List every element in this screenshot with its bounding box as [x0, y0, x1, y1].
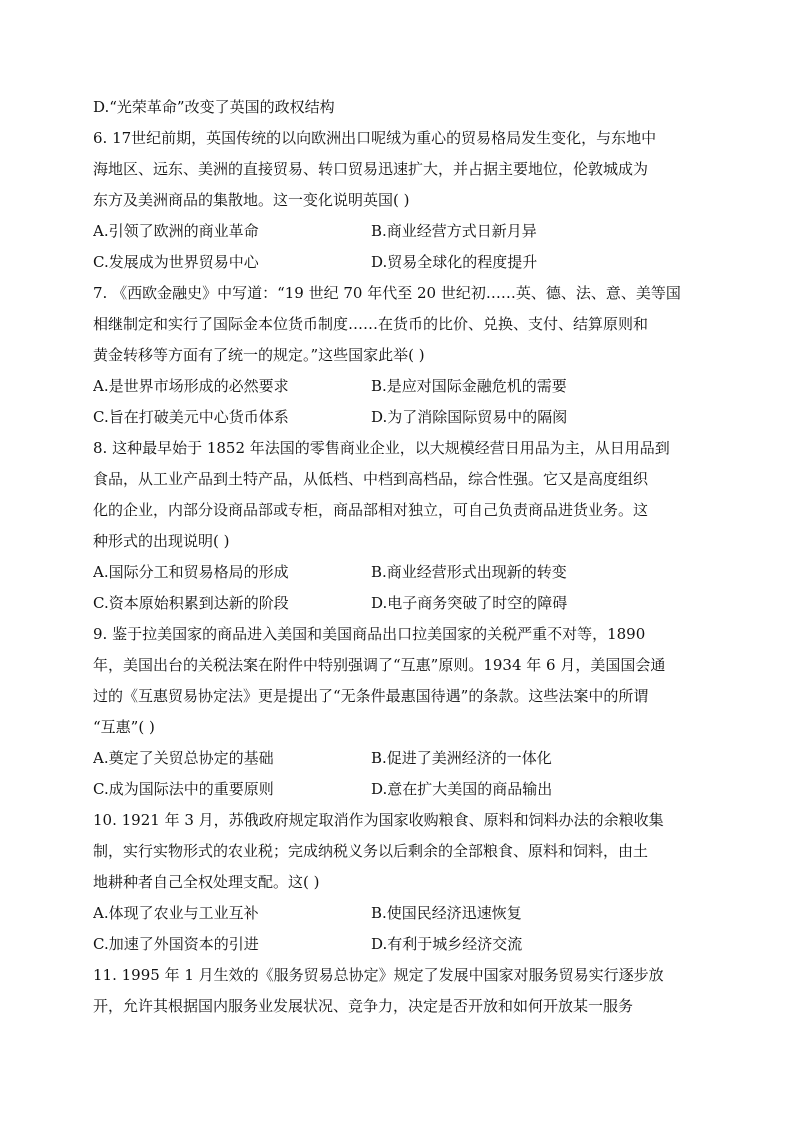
q5-option-d: D.“光荣革命”改变了英国的政权结构: [93, 98, 335, 116]
q9-option-c: C.成为国际法中的重要原则: [93, 780, 274, 798]
q6-option-d: D.贸易全球化的程度提升: [371, 253, 538, 271]
q9-stem-line: 9. 鉴于拉美国家的商品进入美国和美国商品出口拉美国家的关税严重不对等，1890: [93, 625, 646, 643]
question-10: [93, 805, 703, 960]
q8-option-a: A.国际分工和贸易格局的形成: [93, 563, 289, 581]
question-7: [93, 278, 703, 433]
q8-option-b: B.商业经营形式出现新的转变: [371, 563, 567, 581]
q7-stem-line: 相继制定和实行了国际金本位货币制度……在货币的比价、兑换、支付、结算原则和: [93, 315, 649, 333]
q9-option-d: D.意在扩大美国的商品输出: [371, 780, 553, 798]
q10-stem-line: 制，实行实物形式的农业税；完成纳税义务以后剩余的全部粮食、原料和饲料，由土: [93, 842, 649, 860]
q8-options-row: [93, 557, 703, 588]
q10-stem-line: 10. 1921 年 3 月，苏俄政府规定取消作为国家收购粮食、原料和饲料办法的余粮收集: [93, 811, 664, 829]
question-11: [93, 960, 703, 1022]
q9-options-row: [93, 774, 703, 805]
q7-stem-line: 黄金转移等方面有了统一的规定。”这些国家此举( ): [93, 346, 425, 364]
q6-option-c: C.发展成为世界贸易中心: [93, 253, 259, 271]
question-6: [93, 123, 703, 278]
question-8: [93, 433, 703, 619]
q11-stem-line: 开，允许其根据国内服务业发展状况、竞争力，决定是否开放和如何开放某一服务: [93, 997, 634, 1015]
q11-stem-line: 11. 1995 年 1 月生效的《服务贸易总协定》规定了发展中国家对服务贸易实行逐步放: [93, 966, 664, 984]
q8-stem-line: 种形式的出现说明( ): [93, 532, 230, 550]
q10-option-a: A.体现了农业与工业互补: [93, 904, 259, 922]
q8-option-c: C.资本原始积累到达新的阶段: [93, 594, 289, 612]
q9-stem-line: “互惠”( ): [93, 718, 155, 736]
q8-stem-line: 食品，从工业产品到土特产品，从低档、中档到高档品，综合性强。它又是高度组织: [93, 470, 649, 488]
q6-stem-line: 6. 17世纪前期，英国传统的以向欧洲出口呢绒为重心的贸易格局发生变化，与东地中: [93, 129, 657, 147]
q9-option-b: B.促进了美洲经济的一体化: [371, 749, 552, 767]
q7-options-row: [93, 402, 703, 433]
q8-options-row: [93, 588, 703, 619]
q7-stem-line: 7. 《西欧金融史》中写道：“19 世纪 70 年代至 20 世纪初……英、德、法、意、美等国: [93, 284, 681, 302]
q9-option-a: A.奠定了关贸总协定的基础: [93, 749, 274, 767]
q6-stem-line: 海地区、远东、美洲的直接贸易、转口贸易迅速扩大，并占据主要地位，伦敦城成为: [93, 160, 649, 178]
exam-page: [93, 92, 703, 1022]
q7-option-b: B.是应对国际金融危机的需要: [371, 377, 567, 395]
q10-options-row: [93, 929, 703, 960]
q8-option-d: D.电子商务突破了时空的障碍: [371, 594, 568, 612]
q6-options-row: [93, 216, 703, 247]
q7-options-row: [93, 371, 703, 402]
q8-stem-line: 8. 这种最早始于 1852 年法国的零售商业企业，以大规模经营日用品为主，从日用品到: [93, 439, 670, 457]
q10-option-c: C.加速了外国资本的引进: [93, 935, 259, 953]
question-9: [93, 619, 703, 805]
q6-option-b: B.商业经营方式日新月异: [371, 222, 537, 240]
q6-option-a: A.引领了欧洲的商业革命: [93, 222, 259, 240]
q10-option-b: B.使国民经济迅速恢复: [371, 904, 522, 922]
q8-stem-line: 化的企业，内部分设商品部或专柜，商品部相对独立，可自己负责商品进货业务。这: [93, 501, 649, 519]
q10-stem-line: 地耕种者自己全权处理支配。这( ): [93, 873, 320, 891]
q9-stem-line: 年，美国出台的关税法案在附件中特别强调了“互惠”原则。1934 年 6 月，美国国会通: [93, 656, 666, 674]
q9-stem-line: 过的《互惠贸易协定法》更是提出了“无条件最惠国待遇”的条款。这些法案中的所谓: [93, 687, 649, 705]
q9-options-row: [93, 743, 703, 774]
q7-option-a: A.是世界市场形成的必然要求: [93, 377, 289, 395]
q7-option-c: C.旨在打破美元中心货币体系: [93, 408, 289, 426]
q6-stem-line: 东方及美洲商品的集散地。这一变化说明英国( ): [93, 191, 410, 209]
q7-option-d: D.为了消除国际贸易中的隔阂: [371, 408, 568, 426]
q10-options-row: [93, 898, 703, 929]
q6-options-row: [93, 247, 703, 278]
q10-option-d: D.有利于城乡经济交流: [371, 935, 523, 953]
